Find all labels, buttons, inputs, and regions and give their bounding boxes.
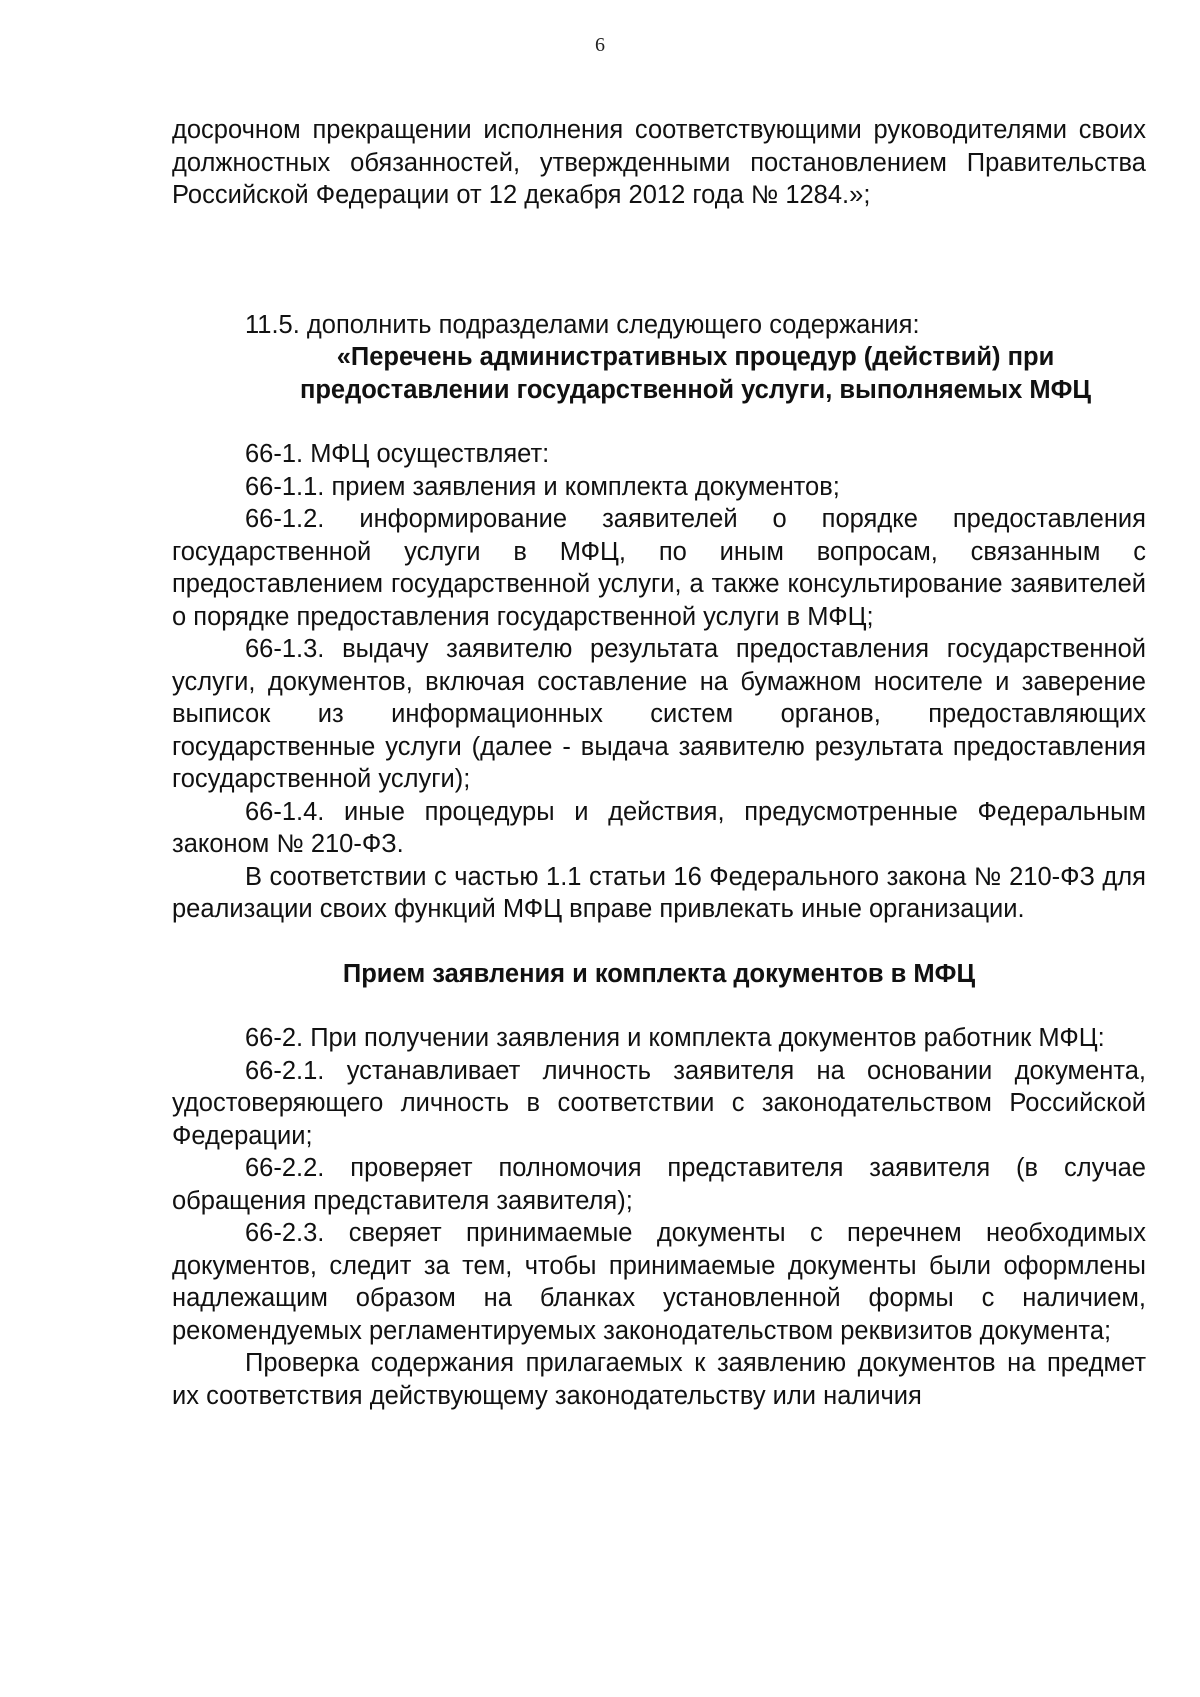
paragraph-66-2-1: 66-2.1. устанавливает личность заявителя на основании документа, удостоверяющего личность в соответствии с законодательством Российской Федерации; bbox=[172, 1056, 1146, 1150]
page-number: 6 bbox=[595, 34, 605, 56]
paragraph-66-1-1: 66-1.1. прием заявления и комплекта документов; bbox=[245, 472, 840, 501]
paragraph-66-2-3: 66-2.3. сверяет принимаемые документы с перечнем необходимых документов, следит за тем, чтобы принимаемые документы были оформлены надлежащим образом на бланках установленной формы с наличием, рекомендуемых регламентируемых законодательством реквизитов документа; bbox=[172, 1219, 1146, 1345]
paragraph-66-1: 66-1. МФЦ осуществляет: bbox=[245, 440, 550, 468]
section-heading-procedures: «Перечень административных процедур (действий) при предоставлении государственной услуги, выполняемых МФЦ bbox=[299, 343, 1092, 404]
paragraph-66-1-2: 66-1.2. информирование заявителей о порядке предоставления государственной услуги в МФЦ, по иным вопросам, связанным с предоставлением государственной услуги, а также консультирование заявителей о порядке предоставления государственной услуги в МФЦ; bbox=[172, 505, 1146, 631]
paragraph-66-1-3: 66-1.3. выдачу заявителю результата предоставления государственной услуги, документов, включая составление на бумажном носителе и заверение выписок из информационных систем органов, предоставляющих государственные услуги (далее - выдача заявителю результата предоставления государственной услуги); bbox=[172, 635, 1146, 793]
paragraph-intro: досрочном прекращении исполнения соответствующими руководителями своих должностных обязанностей, утвержденными постановлением Правительства Российской Федерации от 12 декабря 2012 года № 1284.»; bbox=[172, 116, 1146, 209]
paragraph-11-5: 11.5. дополнить подразделами следующего содержания: bbox=[245, 310, 920, 339]
paragraph-66-1-4: 66-1.4. иные процедуры и действия, предусмотренные Федеральным законом № 210-ФЗ. bbox=[172, 797, 1146, 858]
paragraph-66-2-2: 66-2.2. проверяет полномочия представителя заявителя (в случае обращения представителя заявителя); bbox=[172, 1154, 1146, 1215]
section-heading-reception: Прием заявления и комплекта документов в МФЦ bbox=[342, 959, 976, 988]
document-body bbox=[172, 114, 1146, 1412]
paragraph-check: Проверка содержания прилагаемых к заявлению документов на предмет их соответствия действующему законодательству или наличия bbox=[172, 1349, 1146, 1410]
paragraph-66-2: 66-2. При получении заявления и комплекта документов работник МФЦ: bbox=[245, 1024, 1105, 1052]
paragraph-accordance: В соответствии с частью 1.1 статьи 16 Федерального закона № 210-ФЗ для реализации своих функций МФЦ вправе привлекать иные организации. bbox=[172, 862, 1146, 923]
